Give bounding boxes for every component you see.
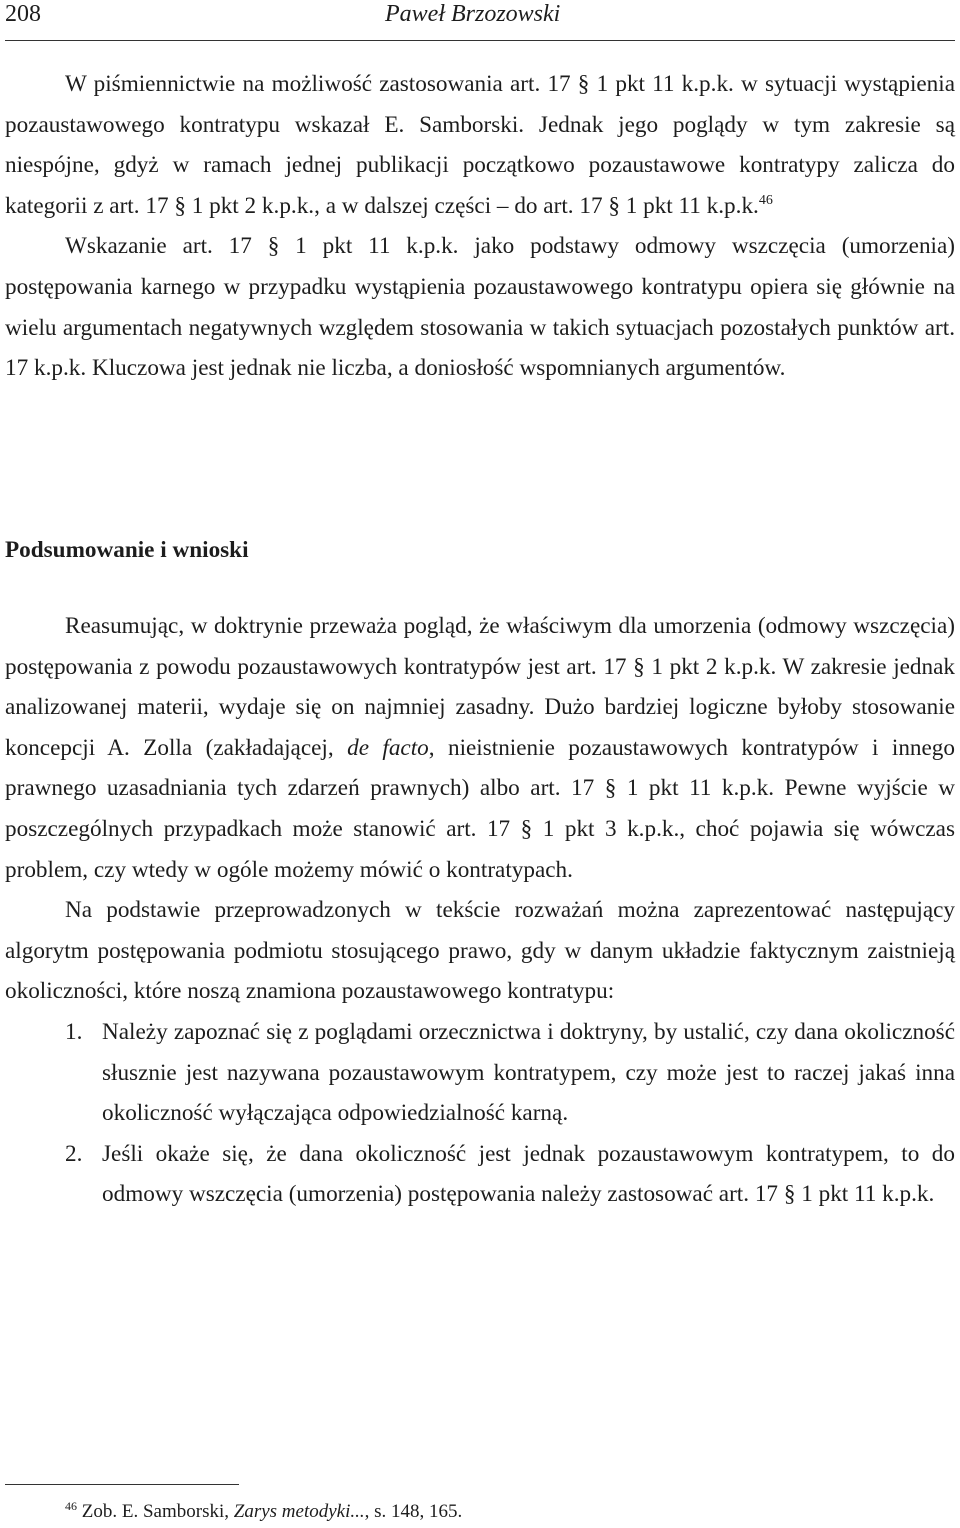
list-item — [5, 1012, 955, 1134]
paragraph-2: Wskazanie art. 17 § 1 pkt 11 k.p.k. jako podstawy odmowy wszczęcia (umorzenia) postępowania karnego w przypadku wystąpienia pozaustawowego kontratypu opiera się głównie na wielu argumentach negatywnych względem stosowania w takich sytuacjach pozostałych punktów art. 17 k.p.k. Kluczowa jest jednak nie liczba, a doniosłość wspomnianych argumentów. — [5, 233, 955, 382]
paragraph-3-italic: de facto — [347, 734, 429, 761]
section-heading: Podsumowanie i wnioski — [5, 537, 249, 563]
body-block-top — [5, 64, 955, 389]
paragraph-1 — [5, 64, 955, 226]
list-item-number: 2. — [65, 1140, 83, 1167]
paragraph-3-text-a: Reasumując, w doktrynie przeważa pogląd, że właściwym dla umorzenia (odmowy wszczęcia) postępowania z powodu pozaustawowych kontratypów jest art. 17 § 1 pkt 2 k.p.k. W zakresie jednak analizowanej materii, wydaje się on najmniej zasadny. Dużo bardziej logiczne byłoby stosowanie koncepcji A. Zolla (zakładającej, — [5, 613, 955, 761]
footnote-number: 46 — [65, 1499, 77, 1513]
paragraph-4: Na podstawie przeprowadzonych w tekście rozważań można zaprezentować następujący algorytm postępowania podmiotu stosującego prawo, gdy w danym układzie faktycznym zaistnieją okoliczności, które noszą znamiona pozaustawowego kontratypu: — [5, 897, 955, 1005]
paragraph-3-text-b: , nieistnienie pozaustawowych kontratypów i innego prawnego uzasadniania tych zdarzeń prawnych) albo art. 17 § 1 pkt 11 k.p.k. Pewne wyjście w poszczególnych przypadkach może stanowić art. 17 § 1 pkt 3 k.p.k., choć pojawia się wówczas problem, czy wtedy w ogóle możemy mówić o kontratypach. — [5, 734, 955, 883]
body-block-bottom — [5, 606, 955, 1215]
document-page — [5, 0, 955, 1528]
footnote-ref-46[interactable]: 46 — [758, 192, 773, 208]
header-divider — [5, 40, 955, 41]
algorithm-list — [5, 1012, 955, 1215]
list-item-text: Jeśli okaże się, że dana okoliczność jest jednak pozaustawowym kontratypem, to do odmowy wszczęcia (umorzenia) postępowania należy zastosować art. 17 § 1 pkt 11 k.p.k. — [102, 1140, 955, 1208]
paragraph-1-text: W piśmiennictwie na możliwość zastosowania art. 17 § 1 pkt 11 k.p.k. w sytuacji wystąpienia pozaustawowego kontratypu wskazał E. Samborski. Jednak jego poglądy w tym zakresie są niespójne, gdyż w ramach jednej publikacji początkowo pozaustawowe kontratypy zalicza do kategorii z art. 17 § 1 pkt 2 k.p.k., a w dalszej części – do art. 17 § 1 pkt 11 k.p.k. — [5, 71, 955, 219]
running-head — [5, 0, 955, 30]
footnote-title: Zarys metodyki... — [233, 1501, 365, 1522]
list-item-number: 1. — [65, 1018, 83, 1045]
paragraph-3 — [5, 606, 955, 890]
footnote-text-a: Zob. E. Samborski, — [81, 1501, 234, 1522]
running-head-author: Paweł Brzozowski — [385, 1, 561, 27]
footnote-divider — [5, 1484, 239, 1485]
footnote-text-b: , s. 148, 165. — [364, 1501, 463, 1522]
page-number: 208 — [5, 1, 41, 27]
list-item-text: Należy zapoznać się z poglądami orzecznictwa i doktryny, by ustalić, czy dana okoliczność słusznie jest nazywana pozaustawowym kontratypem, czy może jest to raczej jakaś inna okoliczność wyłączająca odpowiedzialność karną. — [102, 1018, 955, 1127]
list-item — [5, 1134, 955, 1215]
footnote-46 — [65, 1500, 462, 1524]
